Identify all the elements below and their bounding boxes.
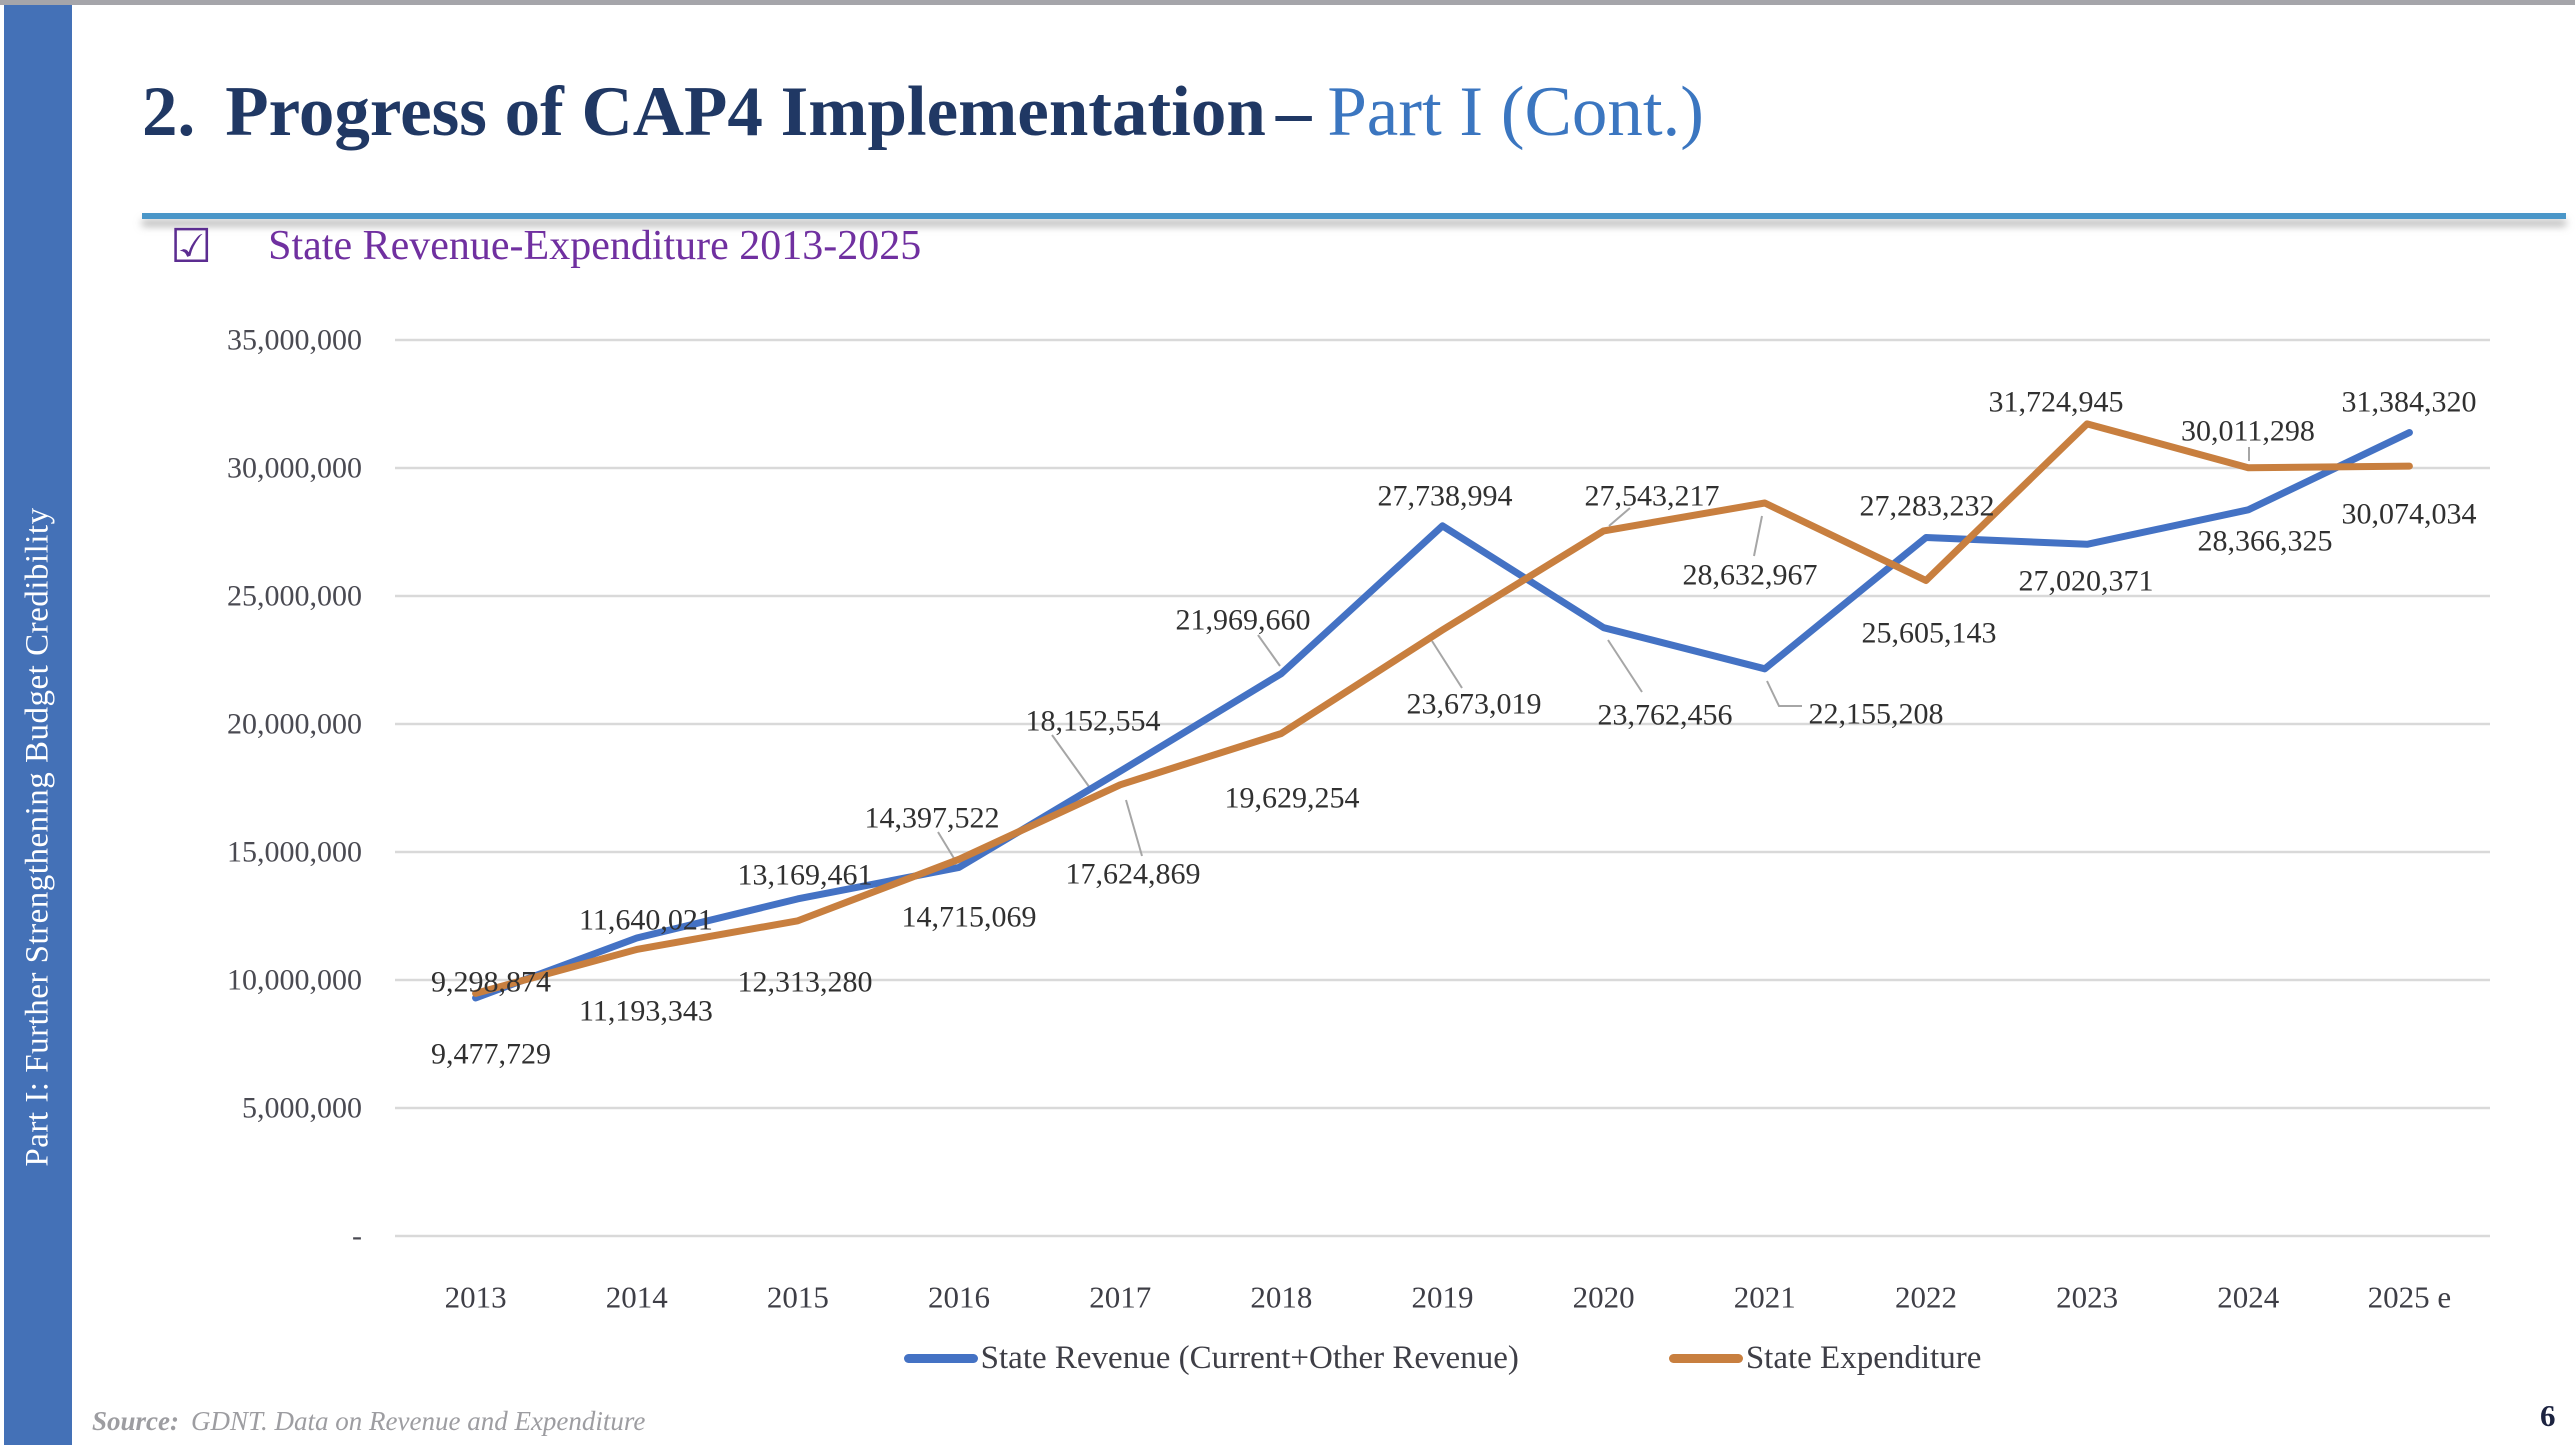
legend-label-revenue: State Revenue (Current+Other Revenue) xyxy=(980,1340,1519,1376)
data-label: 31,384,320 xyxy=(2341,385,2477,419)
title-part: Part I (Cont.) xyxy=(1327,73,1704,151)
x-axis-tick-label: 2021 xyxy=(1733,1279,1796,1315)
y-axis-tick-label: - xyxy=(352,1219,362,1253)
data-label: 27,738,994 xyxy=(1377,479,1513,513)
data-label: 25,605,143 xyxy=(1861,616,1997,650)
chart-legend xyxy=(395,1340,2490,1377)
data-label: 23,762,456 xyxy=(1597,698,1733,732)
data-label: 9,298,874 xyxy=(431,965,551,999)
x-axis-tick-label: 2014 xyxy=(605,1279,668,1315)
data-label: 31,724,945 xyxy=(1988,385,2124,419)
x-axis-tick-label: 2016 xyxy=(928,1279,991,1315)
label-leader-line xyxy=(1754,516,1762,556)
x-axis-tick-label: 2022 xyxy=(1894,1279,1957,1315)
y-axis-tick-label: 5,000,000 xyxy=(242,1091,362,1125)
x-axis-tick-label: 2023 xyxy=(2056,1279,2119,1315)
y-axis-tick-label: 10,000,000 xyxy=(227,963,362,997)
label-leader-line xyxy=(1608,640,1642,692)
data-label: 23,673,019 xyxy=(1406,687,1542,721)
checkbox-icon: ☑ xyxy=(170,218,213,274)
title-main: Progress of CAP4 Implementation xyxy=(225,73,1266,151)
x-axis-tick-label: 2018 xyxy=(1250,1279,1313,1315)
data-label: 27,543,217 xyxy=(1584,479,1720,513)
x-axis-tick-label: 2015 xyxy=(766,1279,829,1315)
data-label: 30,011,298 xyxy=(2181,414,2315,448)
label-leader-line xyxy=(1258,635,1280,666)
data-label: 9,477,729 xyxy=(431,1037,551,1071)
title-separator: – xyxy=(1275,73,1312,151)
revenue-line-swatch xyxy=(904,1354,978,1363)
bullet-label: State Revenue-Expenditure 2013-2025 xyxy=(268,223,922,269)
data-label: 13,169,461 xyxy=(737,858,873,892)
source-label: Source: xyxy=(92,1406,179,1436)
label-leader-line xyxy=(938,832,955,860)
data-label: 28,632,967 xyxy=(1682,558,1818,592)
label-leader-line xyxy=(1052,735,1090,788)
x-axis-tick-label: 2019 xyxy=(1411,1279,1474,1315)
bullet-row xyxy=(170,218,922,274)
data-label: 11,193,343 xyxy=(579,994,713,1028)
series-line-revenue xyxy=(476,433,2410,998)
expenditure-line-swatch xyxy=(1669,1354,1743,1363)
data-label: 17,624,869 xyxy=(1065,857,1201,891)
x-axis-tick-label: 2013 xyxy=(444,1279,507,1315)
data-label: 11,640,021 xyxy=(579,903,713,937)
y-axis-tick-label: 15,000,000 xyxy=(227,835,362,869)
data-label: 21,969,660 xyxy=(1175,603,1311,637)
data-label: 14,715,069 xyxy=(901,900,1037,934)
title-underline xyxy=(142,213,2566,219)
source-note xyxy=(92,1406,645,1437)
legend-label-expenditure: State Expenditure xyxy=(1745,1340,1982,1376)
series-line-expenditure xyxy=(476,424,2410,994)
x-axis-tick-label: 2025 e xyxy=(2367,1279,2452,1315)
label-leader-line xyxy=(1126,800,1142,856)
y-axis-tick-label: 35,000,000 xyxy=(227,323,362,357)
legend-item-revenue xyxy=(904,1340,1519,1377)
data-label: 12,313,280 xyxy=(737,965,873,999)
label-leader-line xyxy=(1609,508,1630,526)
title-number: 2. xyxy=(142,73,196,151)
data-label: 18,152,554 xyxy=(1025,704,1161,738)
x-axis-tick-label: 2017 xyxy=(1089,1279,1152,1315)
data-label: 19,629,254 xyxy=(1224,781,1360,815)
data-label: 14,397,522 xyxy=(864,801,1000,835)
y-axis-tick-label: 25,000,000 xyxy=(227,579,362,613)
sidebar xyxy=(4,5,72,1445)
sidebar-label: Part I: Further Strengthening Budget Credibility xyxy=(19,507,56,1167)
source-text: GDNT. Data on Revenue and Expenditure xyxy=(191,1406,646,1436)
data-label: 27,283,232 xyxy=(1859,489,1995,523)
label-leader-line xyxy=(1767,681,1802,706)
legend-item-expenditure xyxy=(1669,1340,1982,1377)
x-axis-tick-label: 2024 xyxy=(2217,1279,2280,1315)
data-label: 28,366,325 xyxy=(2197,524,2333,558)
y-axis-tick-label: 20,000,000 xyxy=(227,707,362,741)
data-label: 30,074,034 xyxy=(2341,497,2477,531)
data-label: 22,155,208 xyxy=(1808,697,1944,731)
page-number: 6 xyxy=(2540,1398,2556,1433)
y-axis-tick-label: 30,000,000 xyxy=(227,451,362,485)
top-border xyxy=(0,0,2575,5)
x-axis-tick-label: 2020 xyxy=(1572,1279,1635,1315)
data-label: 27,020,371 xyxy=(2018,564,2154,598)
page-title xyxy=(142,72,1704,153)
label-leader-line xyxy=(1432,641,1462,688)
